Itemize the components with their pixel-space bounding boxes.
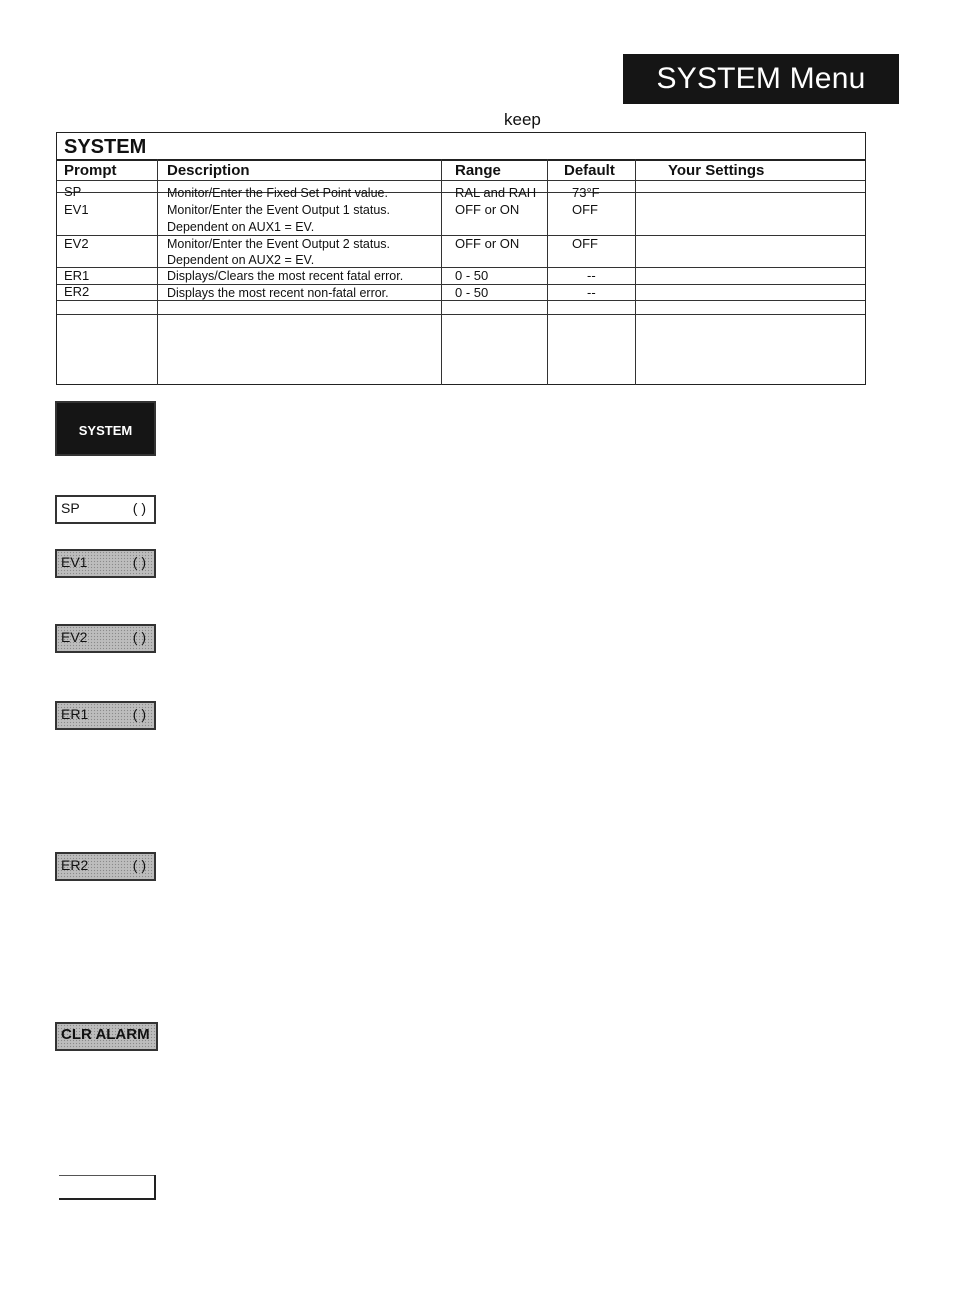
system-table [56, 132, 866, 385]
ev2-display-label: EV2 [61, 629, 88, 645]
clr-alarm-label: CLR ALARM [61, 1026, 150, 1043]
ev1-display-paren: ( ) [132, 554, 146, 570]
empty-display-field [59, 1175, 156, 1200]
row-ev1-range: OFF or ON [455, 202, 520, 217]
er2-display-label: ER2 [61, 857, 89, 873]
row-er1-desc: Displays/Clears the most recent fatal error. [167, 269, 404, 283]
row-ev2-desc-2: Dependent on AUX2 = EV. [167, 253, 315, 267]
row-sp-range: RAL and RAH [455, 185, 537, 200]
clr-alarm-block [55, 1022, 158, 1051]
row-er2-desc: Displays the most recent non-fatal error. [167, 286, 389, 300]
header-range: Range [455, 162, 501, 179]
sp-display-block [55, 495, 156, 524]
ev1-display-block [55, 549, 156, 578]
row-er1-default: -- [587, 268, 596, 283]
ev1-display-label: EV1 [61, 554, 88, 570]
system-menu-banner: SYSTEM Menu [623, 54, 899, 104]
row-er1-prompt: ER1 [64, 268, 90, 283]
row-ev2-desc-1: Monitor/Enter the Event Output 2 status. [167, 237, 391, 251]
er1-display-label: ER1 [61, 706, 89, 722]
row-sp-desc: Monitor/Enter the Fixed Set Point value. [167, 186, 388, 200]
row-er2-range: 0 - 50 [455, 285, 489, 300]
row-er1-range: 0 - 50 [455, 268, 489, 283]
table-title: SYSTEM [64, 136, 147, 158]
sp-display-paren: ( ) [132, 500, 146, 516]
er1-display-block [55, 701, 156, 730]
ev2-display-block [55, 624, 156, 653]
er2-display-block [55, 852, 156, 881]
row-ev1-default: OFF [572, 202, 598, 217]
row-sp-prompt: SP [64, 184, 82, 199]
ev2-display-paren: ( ) [132, 629, 146, 645]
row-ev2-prompt: EV2 [64, 236, 89, 251]
row-ev2-range: OFF or ON [455, 236, 520, 251]
er1-display-paren: ( ) [132, 706, 146, 722]
sp-display-label: SP [61, 500, 80, 516]
row-ev2-default: OFF [572, 236, 598, 251]
row-ev1-desc-1: Monitor/Enter the Event Output 1 status. [167, 203, 391, 217]
er2-display-paren: ( ) [132, 857, 146, 873]
header-prompt: Prompt [64, 162, 117, 179]
row-ev1-desc-2: Dependent on AUX1 = EV. [167, 220, 315, 234]
row-er2-prompt: ER2 [64, 284, 90, 299]
header-default: Default [564, 162, 615, 179]
keep-label: keep [504, 110, 541, 129]
header-your-settings: Your Settings [668, 162, 765, 179]
header-description: Description [167, 162, 250, 179]
row-er2-default: -- [587, 285, 596, 300]
system-block: SYSTEM [55, 401, 156, 456]
row-ev1-prompt: EV1 [64, 202, 89, 217]
row-sp-default: 73°F [572, 185, 600, 200]
